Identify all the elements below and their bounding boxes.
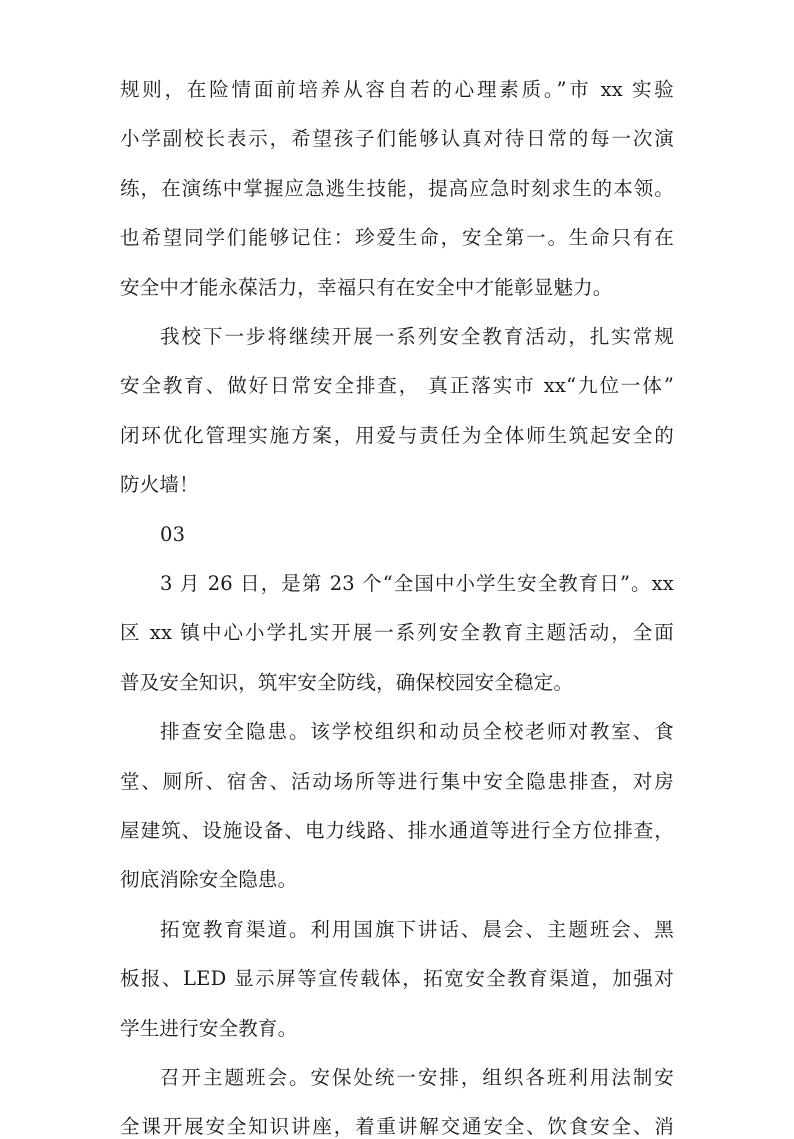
text-line: 闭环优化管理实施方案，用爱与责任为全体师生筑起安全的 [120, 424, 674, 447]
text-line: 普及安全知识，筑牢安全防线，确保校园安全稳定。 [120, 671, 574, 694]
text-line: 屋建筑、设施设备、电力线路、排水通道等进行全方位排查， [120, 819, 674, 842]
paragraph-first-line: 我校下一步将继续开展一系列安全教育活动，扎实常规 [160, 325, 674, 348]
text-line: 防火墙！ [120, 473, 199, 496]
text-line: 彻底消除安全隐患。 [120, 868, 298, 891]
paragraph-first-line: 召开主题班会。安保处统一安排，组织各班利用法制安 [160, 1066, 674, 1089]
text-line: 区 xx 镇中心小学扎实开展一系列安全教育主题活动，全面 [120, 621, 674, 644]
section-number: 03 [160, 523, 186, 546]
text-line: 规则，在险情面前培养从容自若的心理素质。”市 xx 实验 [120, 78, 674, 101]
text-line: 安全中才能永葆活力，幸福只有在安全中才能彰显魅力。 [120, 276, 613, 299]
text-line: 全课开展安全知识讲座，着重讲解交通安全、饮食安全、消 [120, 1115, 674, 1138]
text-line: 小学副校长表示，希望孩子们能够认真对待日常的每一次演 [120, 127, 674, 150]
text-line: 堂、厕所、宿舍、活动场所等进行集中安全隐患排查，对房 [120, 770, 674, 793]
paragraph-first-line: 拓宽教育渠道。利用国旗下讲话、晨会、主题班会、黑 [160, 918, 674, 941]
text-line: 也希望同学们能够记住：珍爱生命，安全第一。生命只有在 [120, 226, 674, 249]
text-line: 练，在演练中掌握应急逃生技能，提高应急时刻求生的本领。 [120, 177, 674, 200]
text-line: 学生进行安全教育。 [120, 1017, 298, 1040]
text-line: 板报、LED 显示屏等宣传载体，拓宽安全教育渠道，加强对 [120, 967, 674, 990]
paragraph-first-line: 排查安全隐患。该学校组织和动员全校老师对教室、食 [160, 720, 674, 743]
text-line: 安全教育、做好日常安全排查， 真正落实市 xx“九位一体” [120, 374, 674, 397]
paragraph-first-line: 3 月 26 日，是第 23 个“全国中小学生安全教育日”。xx [160, 572, 674, 595]
